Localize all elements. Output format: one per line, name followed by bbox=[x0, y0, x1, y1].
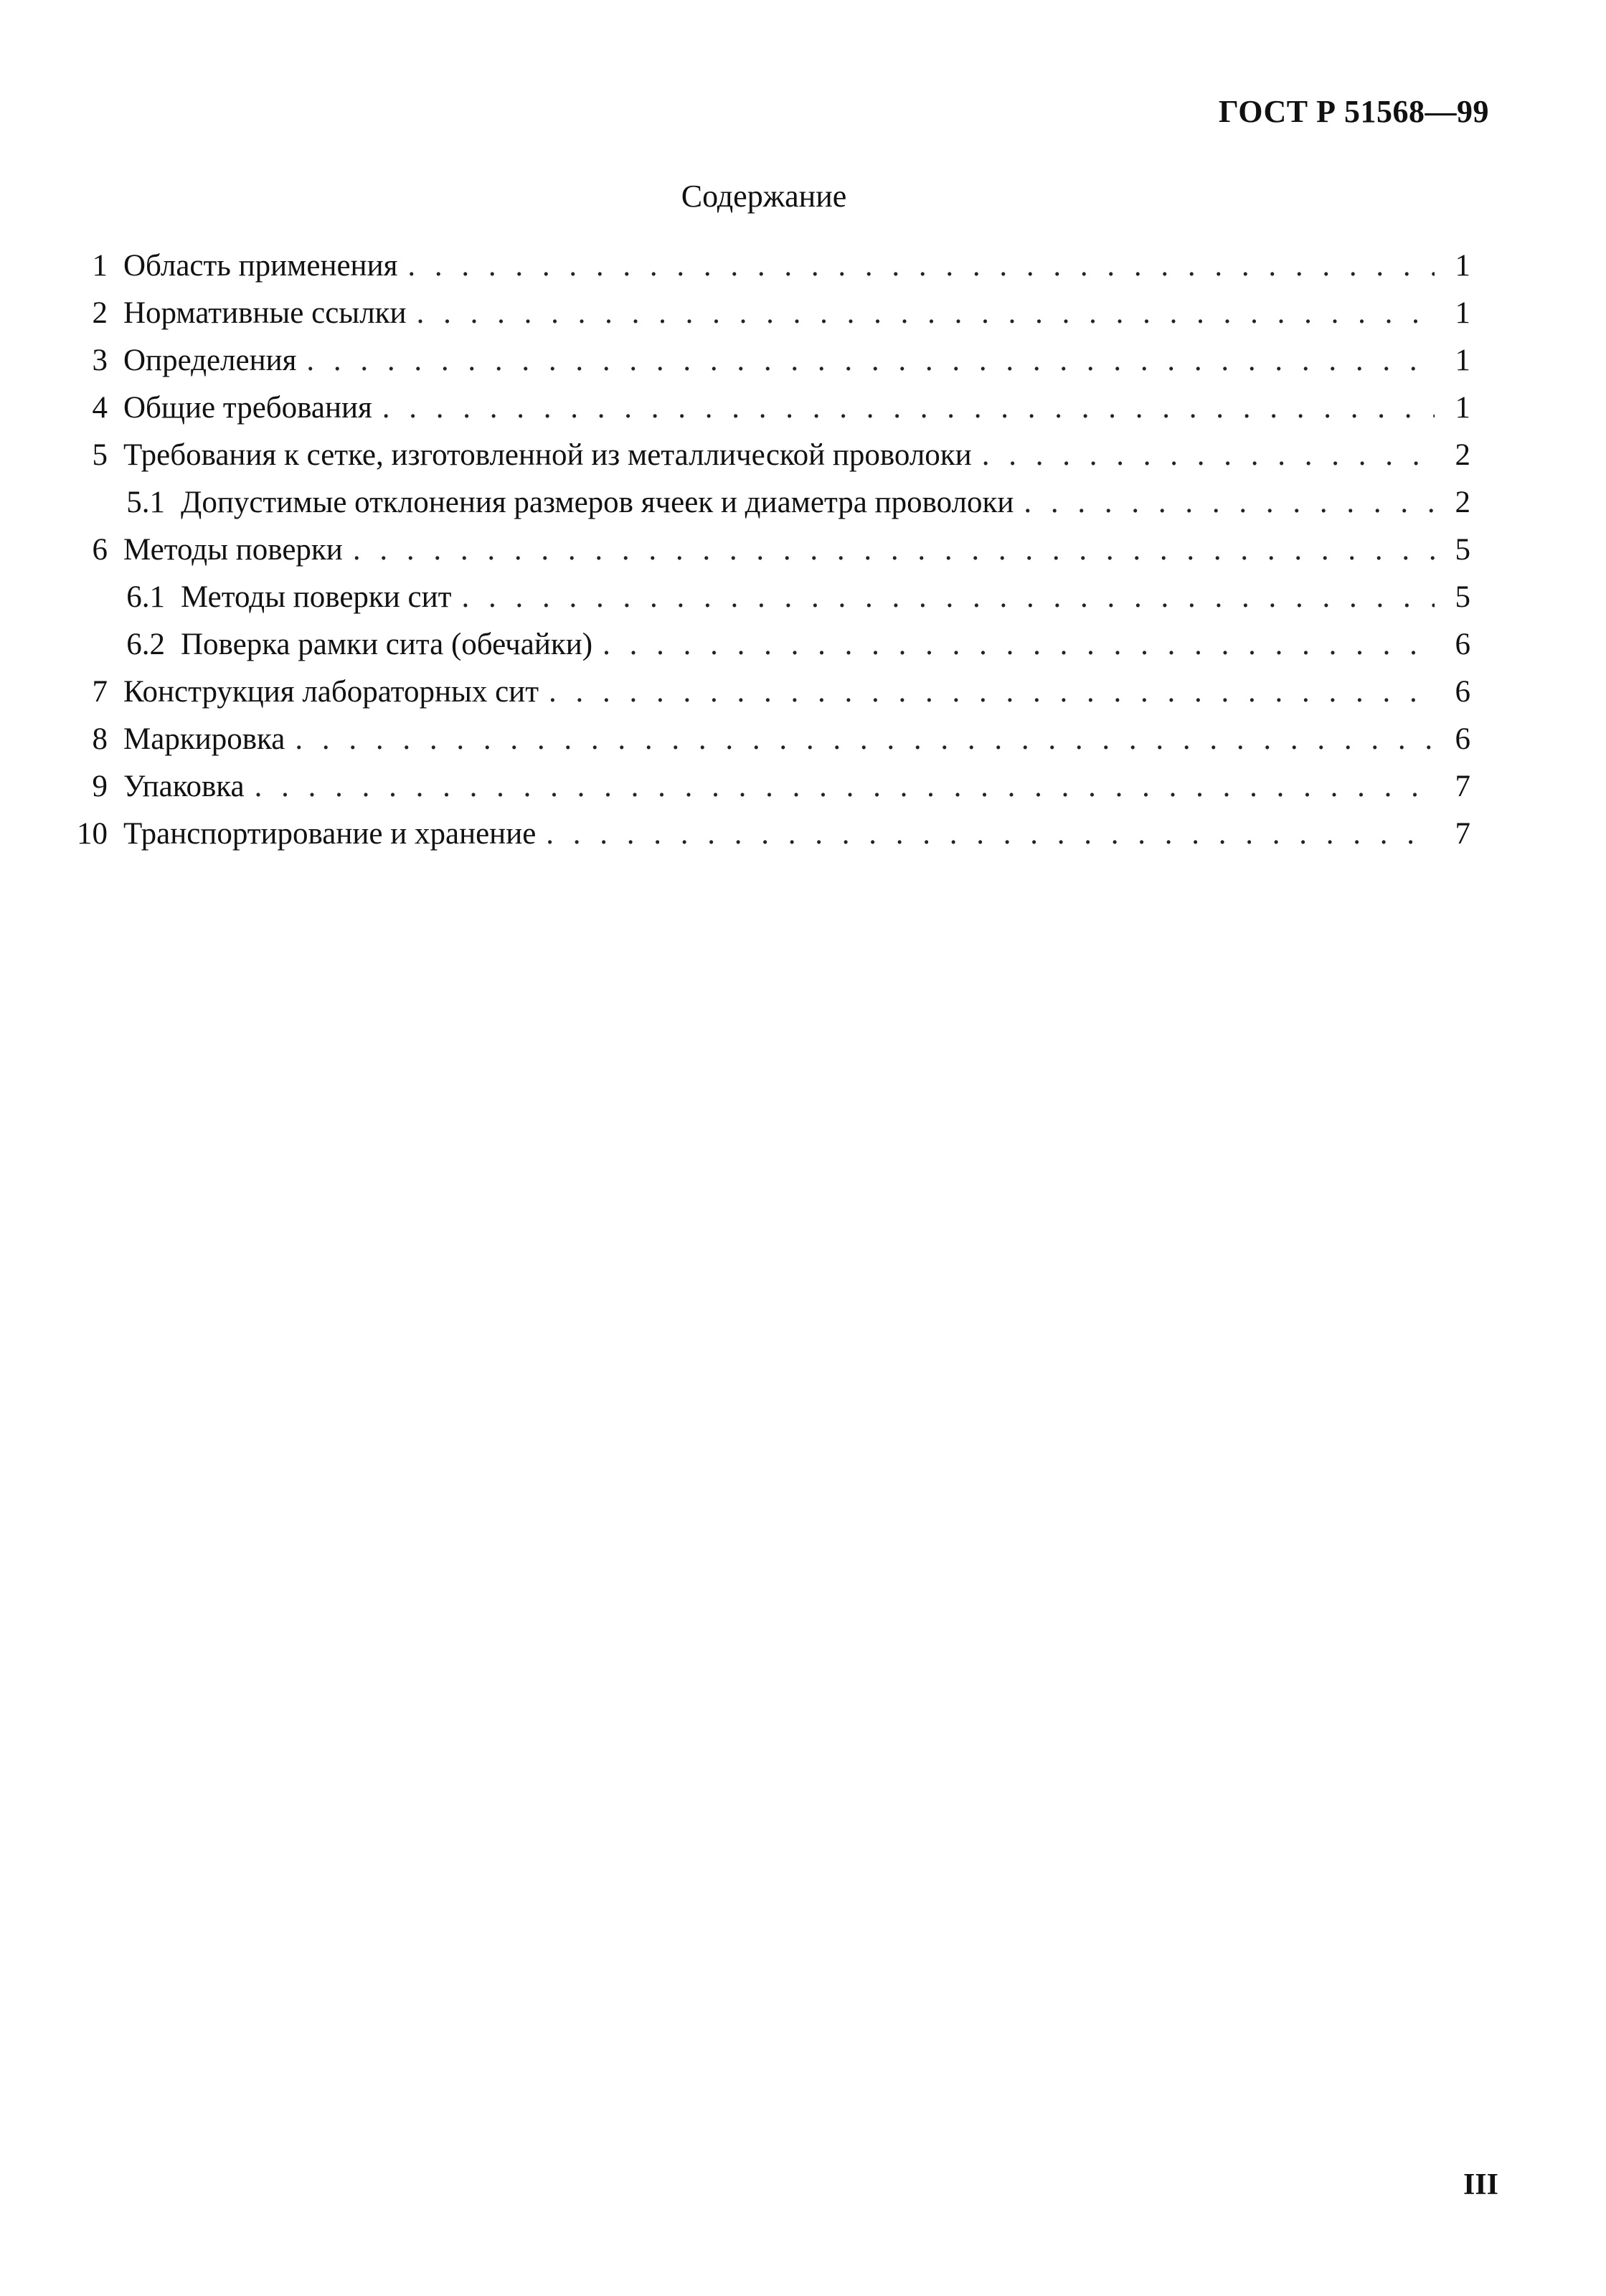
toc-item-page: 7 bbox=[1455, 817, 1470, 851]
toc-item-label: Требования к сетке, изготовленной из металлической проволоки bbox=[123, 438, 972, 472]
toc-item[interactable] bbox=[43, 669, 1470, 716]
toc-item-number: 6.1 bbox=[126, 580, 165, 614]
toc-item-number: 3 bbox=[92, 344, 108, 377]
toc-item-label: Конструкция лабораторных сит bbox=[123, 675, 539, 709]
toc-item-page: 1 bbox=[1455, 296, 1470, 330]
toc-item-number: 6.2 bbox=[126, 628, 165, 661]
toc-item-label: Поверка рамки сита (обечайки) bbox=[181, 628, 593, 661]
toc-item-label: Транспортирование и хранение bbox=[123, 817, 537, 851]
toc-subitem[interactable] bbox=[43, 621, 1470, 669]
page-number: III bbox=[1463, 2168, 1498, 2201]
toc-item-number: 6 bbox=[92, 533, 108, 567]
dot-leader bbox=[982, 432, 1435, 479]
toc-item-page: 5 bbox=[1455, 580, 1470, 614]
toc-item-number: 5.1 bbox=[126, 486, 165, 519]
toc-item[interactable] bbox=[43, 337, 1470, 384]
toc-item-page: 6 bbox=[1455, 628, 1470, 661]
dot-leader bbox=[353, 526, 1435, 574]
toc-item-label: Маркировка bbox=[123, 722, 285, 756]
toc-item-page: 7 bbox=[1455, 770, 1470, 803]
toc-item-page: 1 bbox=[1455, 344, 1470, 377]
toc-item[interactable] bbox=[43, 526, 1470, 574]
toc-item[interactable] bbox=[43, 763, 1470, 811]
toc-item-number: 9 bbox=[92, 770, 108, 803]
toc-item-page: 6 bbox=[1455, 722, 1470, 756]
toc-item-label: Определения bbox=[123, 344, 297, 377]
toc-item[interactable] bbox=[43, 242, 1470, 290]
dot-leader bbox=[295, 716, 1435, 763]
toc-item-label: Методы поверки сит bbox=[181, 580, 452, 614]
toc-item-label: Область применения bbox=[123, 249, 398, 283]
dot-leader bbox=[417, 290, 1435, 337]
toc-item-number: 4 bbox=[92, 391, 108, 425]
dot-leader bbox=[306, 337, 1435, 384]
toc-item-page: 5 bbox=[1455, 533, 1470, 567]
toc-subitem[interactable] bbox=[43, 574, 1470, 621]
toc-item[interactable] bbox=[43, 290, 1470, 337]
toc-item-number: 1 bbox=[92, 249, 108, 283]
toc-item-label: Общие требования bbox=[123, 391, 372, 425]
toc-item-page: 2 bbox=[1455, 438, 1470, 472]
toc-item[interactable] bbox=[43, 716, 1470, 763]
toc-item-page: 1 bbox=[1455, 391, 1470, 425]
toc-title: Содержание bbox=[681, 179, 847, 214]
toc-item-page: 6 bbox=[1455, 675, 1470, 709]
dot-leader bbox=[549, 669, 1435, 716]
toc-item-page: 2 bbox=[1455, 486, 1470, 519]
document-code: ГОСТ Р 51568—99 bbox=[1218, 94, 1489, 129]
dot-leader bbox=[461, 574, 1435, 621]
toc-item-page: 1 bbox=[1455, 249, 1470, 283]
toc-subitem[interactable] bbox=[43, 479, 1470, 526]
toc-item-number: 2 bbox=[92, 296, 108, 330]
toc-item-label: Упаковка bbox=[123, 770, 245, 803]
toc-item[interactable] bbox=[43, 432, 1470, 479]
dot-leader bbox=[603, 621, 1435, 669]
toc-item-number: 10 bbox=[77, 817, 108, 851]
table-of-contents bbox=[43, 242, 1470, 858]
toc-item[interactable] bbox=[43, 811, 1470, 858]
toc-item[interactable] bbox=[43, 384, 1470, 432]
toc-item-label: Методы поверки bbox=[123, 533, 343, 567]
toc-item-number: 8 bbox=[92, 722, 108, 756]
dot-leader bbox=[255, 763, 1435, 811]
toc-item-number: 7 bbox=[92, 675, 108, 709]
dot-leader bbox=[546, 811, 1435, 858]
toc-item-number: 5 bbox=[92, 438, 108, 472]
toc-item-label: Допустимые отклонения размеров ячеек и диаметра проволоки bbox=[181, 486, 1014, 519]
toc-item-label: Нормативные ссылки bbox=[123, 296, 407, 330]
dot-leader bbox=[407, 242, 1435, 290]
dot-leader bbox=[1024, 479, 1435, 526]
dot-leader bbox=[382, 384, 1435, 432]
